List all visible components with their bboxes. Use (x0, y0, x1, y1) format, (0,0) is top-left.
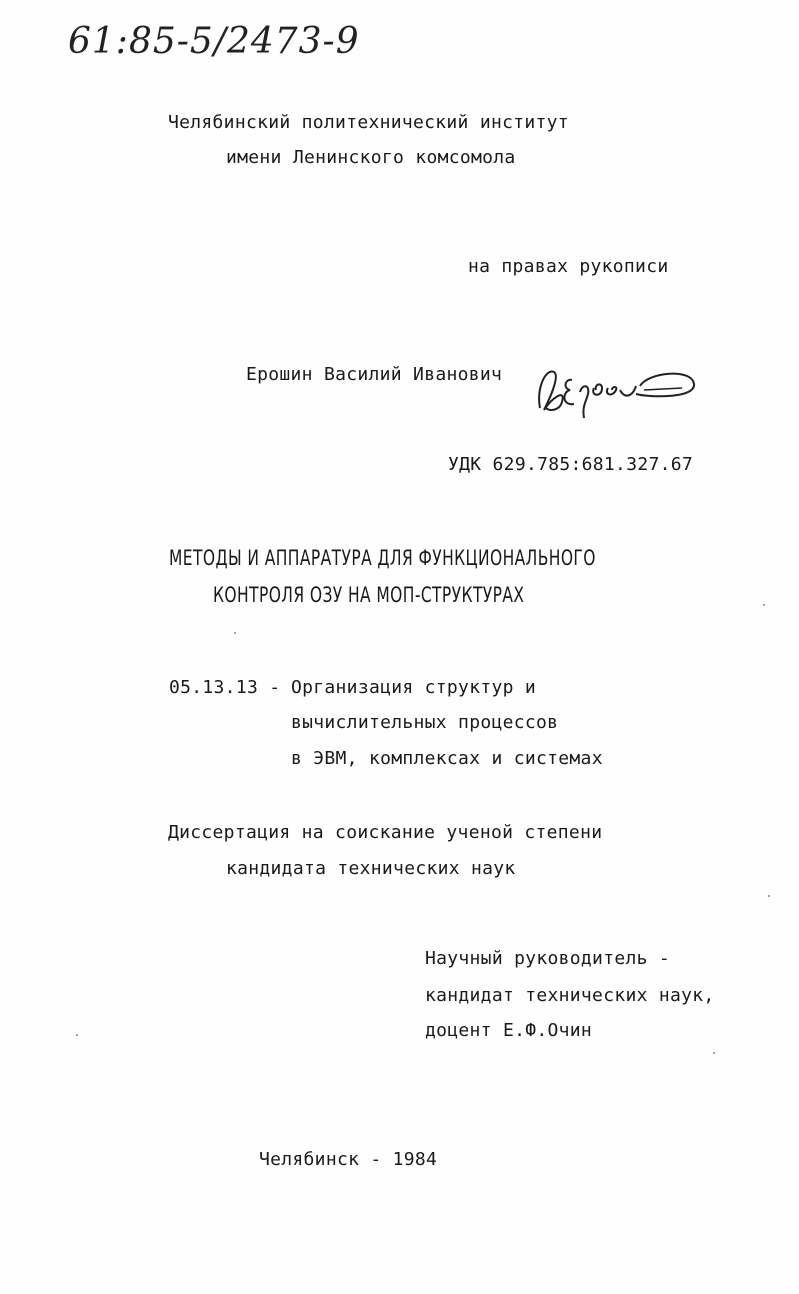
specialty-line-1: Организация структур и (291, 677, 537, 698)
city-year: Челябинск - 1984 (259, 1149, 438, 1170)
specialty-code: 05.13.13 - (169, 677, 281, 698)
scan-speck (763, 604, 765, 606)
scan-speck (234, 632, 236, 634)
dissertation-title-line-2: КОНТРОЛЯ ОЗУ НА МОП-СТРУКТУРАХ (213, 583, 525, 607)
degree-line-2: кандидата технических наук (226, 858, 516, 879)
scan-speck (768, 895, 770, 897)
specialty-line-2: вычислительных процессов (291, 712, 559, 733)
dissertation-title-line-1: МЕТОДЫ И АППАРАТУРА ДЛЯ ФУНКЦИОНАЛЬНОГО (169, 546, 596, 570)
author-name: Ерошин Василий Иванович (246, 364, 503, 385)
scan-speck (713, 1052, 715, 1054)
scan-speck (76, 1034, 78, 1036)
degree-line-1: Диссертация на соискание ученой степени (168, 822, 603, 843)
author-signature (532, 358, 702, 428)
institute-line-1: Челябинский политехнический институт (168, 112, 569, 133)
institute-line-2: имени Ленинского комсомола (226, 147, 516, 168)
supervisor-line-2: кандидат технических наук, (425, 985, 715, 1006)
udk-code: УДК 629.785:681.327.67 (448, 454, 694, 475)
supervisor-line-3: доцент Е.Ф.Очин (425, 1020, 593, 1041)
supervisor-line-1: Научный руководитель - (425, 948, 671, 969)
specialty-line-3: в ЭВМ, комплексах и системах (291, 748, 603, 769)
catalog-mark: 61:85-5/2473-9 (68, 21, 360, 62)
rights-note: на правах рукописи (468, 256, 669, 277)
